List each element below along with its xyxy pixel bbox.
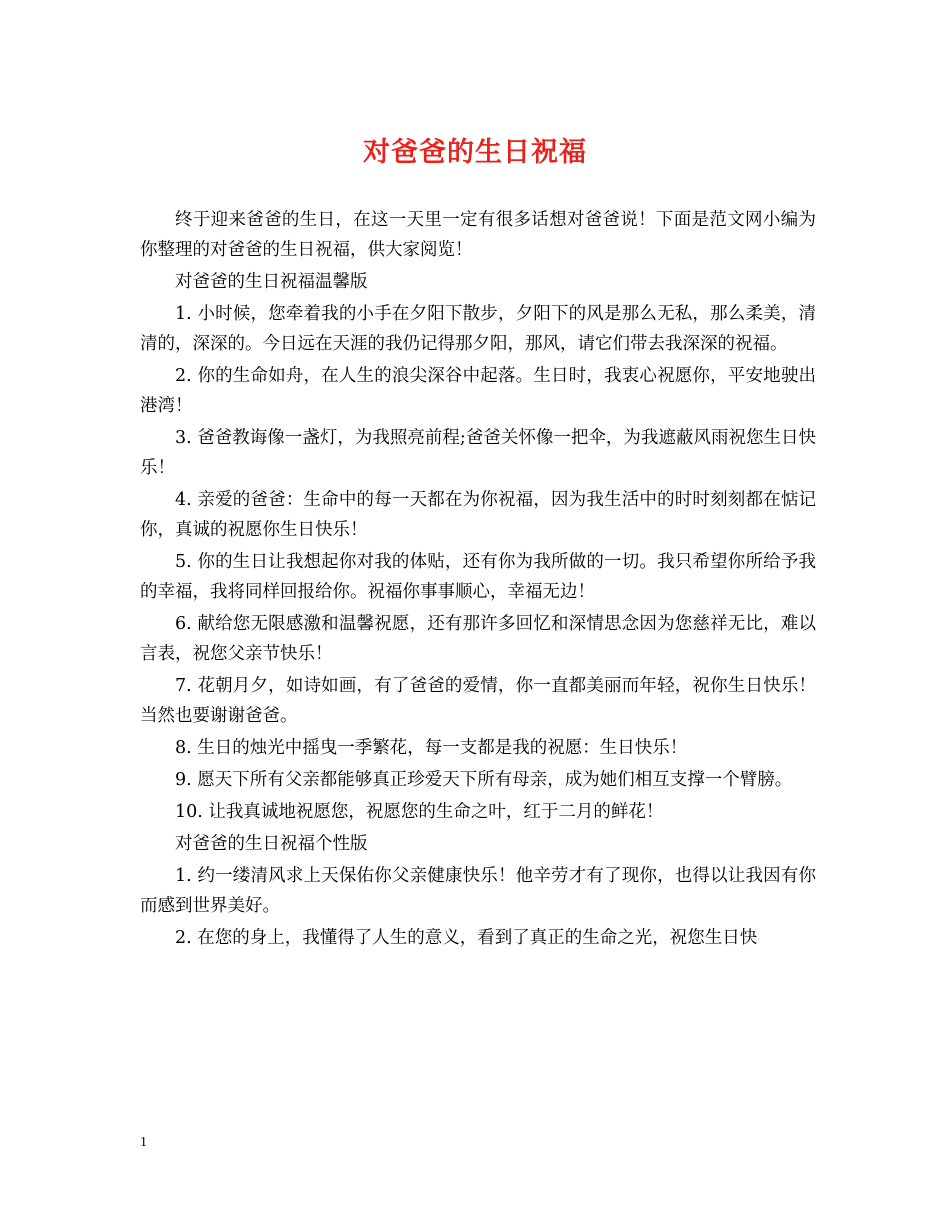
paragraph-intro: 终于迎来爸爸的生日，在这一天里一定有很多话想对爸爸说！下面是范文网小编为你整理的对爸爸的生日祝福，供大家阅览！ <box>140 210 816 260</box>
section-heading-warm: 对爸爸的生日祝福温馨版 <box>175 272 368 292</box>
list-item: 1. 小时候，您牵着我的小手在夕阳下散步，夕阳下的风是那么无私，那么柔美，清清的，深深的。今日远在天涯的我仍记得那夕阳，那风，请它们带去我深深的祝福。 <box>140 304 816 354</box>
list-item: 7. 花朝月夕，如诗如画，有了爸爸的爱情，你一直都美丽而年轻，祝你生日快乐！当然也要谢谢爸爸。 <box>140 676 816 726</box>
list-item: 1. 约一缕清风求上天保佑你父亲健康快乐！他辛劳才有了现你，也得以让我因有你而感到世界美好。 <box>140 866 816 916</box>
list-item: 3. 爸爸教诲像一盏灯，为我照亮前程;爸爸关怀像一把伞，为我遮蔽风雨祝您生日快乐！ <box>140 428 816 478</box>
page-number: 1 <box>140 1135 147 1150</box>
document-body <box>140 205 816 955</box>
list-item: 6. 献给您无限感激和温馨祝愿，还有那许多回忆和深情思念因为您慈祥无比，难以言表，祝您父亲节快乐！ <box>140 614 816 664</box>
list-item: 5. 你的生日让我想起你对我的体贴，还有你为我所做的一切。我只希望你所给予我的幸福，我将同样回报给你。祝福你事事顺心，幸福无边！ <box>140 552 816 602</box>
list-item: 2. 在您的身上，我懂得了人生的意义，看到了真正的生命之光，祝您生日快 <box>175 928 758 948</box>
list-item: 10. 让我真诚地祝愿您，祝愿您的生命之叶，红于二月的鲜花！ <box>175 802 664 822</box>
section-heading-personality: 对爸爸的生日祝福个性版 <box>175 834 368 854</box>
list-item: 2. 你的生命如舟，在人生的浪尖深谷中起落。生日时，我衷心祝愿你，平安地驶出港湾！ <box>140 366 816 416</box>
list-item: 8. 生日的烛光中摇曳一季繁花，每一支都是我的祝愿：生日快乐！ <box>175 738 688 758</box>
list-item: 9. 愿天下所有父亲都能够真正珍爱天下所有母亲，成为她们相互支撑一个臂膀。 <box>175 770 793 790</box>
document-title: 对爸爸的生日祝福 <box>363 137 587 168</box>
list-item: 4. 亲爱的爸爸：生命中的每一天都在为你祝福，因为我生活中的时时刻刻都在惦记你，真诚的祝愿你生日快乐！ <box>140 490 816 540</box>
